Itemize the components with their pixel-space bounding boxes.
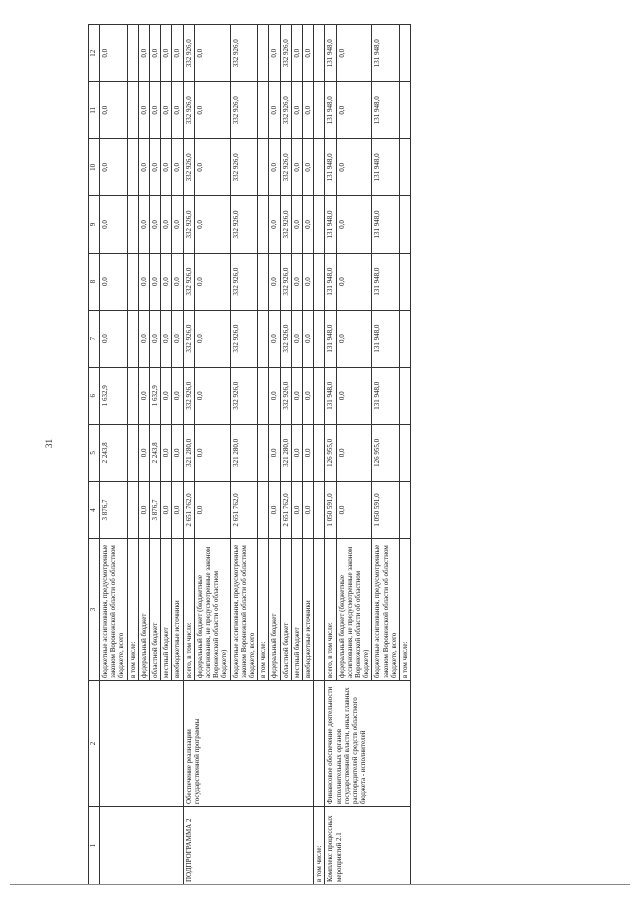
value-cell: 332 926,0 [280, 367, 291, 424]
value-cell: 0,0 [194, 139, 230, 196]
value-cell: 332 926,0 [280, 139, 291, 196]
source-cell: в том числе: [258, 539, 269, 681]
value-cell: 0,0 [336, 196, 372, 253]
value-cell: 131 948,0 [372, 367, 400, 424]
value-cell: 1 050 591,0 [372, 481, 400, 538]
source-cell: в том числе: [400, 539, 411, 681]
header-row [89, 25, 100, 885]
value-cell [258, 367, 269, 424]
value-cell: 332 926,0 [230, 253, 258, 310]
description-cell: Финансовое обеспечение деятельности исполнительных органов государственной власти, иных главных распорядителей средств областного бюджета - исполнителей [325, 681, 411, 807]
rotated-table-container [88, 25, 628, 885]
value-cell: 0,0 [138, 424, 149, 481]
value-cell [314, 253, 325, 310]
value-cell [258, 25, 269, 82]
value-cell: 0,0 [269, 25, 280, 82]
value-cell: 0,0 [194, 25, 230, 82]
source-cell: федеральный бюджет (бюджетные ассигнования, не предусмотренные законом Воронежской области об областном бюджете) [194, 539, 230, 681]
value-cell [258, 481, 269, 538]
value-cell: 0,0 [172, 310, 183, 367]
value-cell: 2 651 762,0 [230, 481, 258, 538]
source-cell: всего, в том числе: [325, 539, 336, 681]
value-cell: 332 926,0 [230, 310, 258, 367]
value-cell [127, 367, 138, 424]
value-cell: 0,0 [172, 139, 183, 196]
value-cell [127, 196, 138, 253]
value-cell: 131 948,0 [372, 25, 400, 82]
value-cell: 0,0 [150, 310, 161, 367]
source-cell [314, 539, 325, 681]
value-cell: 321 280,0 [183, 424, 194, 481]
value-cell: 0,0 [336, 253, 372, 310]
source-cell: внебюджетные источники [172, 539, 183, 681]
value-cell: 332 926,0 [230, 196, 258, 253]
description-cell [100, 681, 184, 807]
description-cell [314, 681, 325, 807]
source-cell: областной бюджет [150, 539, 161, 681]
value-cell: 332 926,0 [183, 253, 194, 310]
source-cell: областной бюджет [280, 539, 291, 681]
value-cell: 0,0 [303, 481, 314, 538]
value-cell: 126 955,0 [325, 424, 336, 481]
table-row [100, 25, 128, 885]
value-cell: 332 926,0 [183, 82, 194, 139]
value-cell: 0,0 [100, 25, 128, 82]
table-row [183, 25, 194, 885]
value-cell: 3 876,7 [150, 481, 161, 538]
value-cell: 0,0 [303, 82, 314, 139]
column-header: 10 [89, 139, 100, 196]
value-cell: 0,0 [303, 367, 314, 424]
value-cell: 0,0 [161, 424, 172, 481]
value-cell [314, 367, 325, 424]
value-cell: 0,0 [291, 310, 302, 367]
value-cell: 0,0 [172, 367, 183, 424]
value-cell: 126 955,0 [372, 424, 400, 481]
value-cell: 0,0 [269, 367, 280, 424]
value-cell: 0,0 [291, 367, 302, 424]
value-cell: 0,0 [138, 481, 149, 538]
value-cell: 0,0 [194, 82, 230, 139]
value-cell: 131 948,0 [325, 310, 336, 367]
value-cell: 0,0 [269, 139, 280, 196]
column-header: 1 [89, 807, 100, 885]
source-cell: бюджетные ассигнования, предусмотренные законом Воронежской области об областном бюджете, всего [100, 539, 128, 681]
value-cell [400, 424, 411, 481]
budget-table [88, 24, 411, 885]
value-cell [314, 25, 325, 82]
value-cell: 3 876,7 [100, 481, 128, 538]
value-cell [258, 196, 269, 253]
value-cell: 0,0 [138, 310, 149, 367]
value-cell: 0,0 [291, 139, 302, 196]
value-cell [127, 139, 138, 196]
value-cell [258, 82, 269, 139]
value-cell: 321 280,0 [280, 424, 291, 481]
value-cell [127, 25, 138, 82]
value-cell: 0,0 [138, 253, 149, 310]
column-header: 4 [89, 481, 100, 538]
value-cell [314, 424, 325, 481]
column-header: 7 [89, 310, 100, 367]
value-cell: 0,0 [172, 196, 183, 253]
value-cell: 0,0 [172, 25, 183, 82]
value-cell: 0,0 [161, 25, 172, 82]
value-cell [400, 196, 411, 253]
value-cell: 0,0 [194, 367, 230, 424]
value-cell: 0,0 [150, 82, 161, 139]
value-cell: 0,0 [303, 25, 314, 82]
value-cell: 332 926,0 [230, 25, 258, 82]
value-cell: 131 948,0 [325, 367, 336, 424]
value-cell: 0,0 [336, 424, 372, 481]
value-cell: 2 651 762,0 [183, 481, 194, 538]
value-cell: 0,0 [269, 481, 280, 538]
value-cell: 0,0 [269, 424, 280, 481]
value-cell: 0,0 [303, 253, 314, 310]
value-cell: 0,0 [150, 253, 161, 310]
value-cell: 0,0 [161, 310, 172, 367]
value-cell: 0,0 [138, 367, 149, 424]
value-cell: 0,0 [172, 82, 183, 139]
value-cell: 321 280,0 [230, 424, 258, 481]
value-cell: 0,0 [150, 25, 161, 82]
value-cell: 131 948,0 [325, 196, 336, 253]
value-cell: 2 651 762,0 [280, 481, 291, 538]
source-cell: внебюджетные источники [303, 539, 314, 681]
value-cell: 332 926,0 [230, 139, 258, 196]
value-cell: 0,0 [100, 139, 128, 196]
value-cell: 1 050 591,0 [325, 481, 336, 538]
source-cell: всего, в том числе: [183, 539, 194, 681]
table-row [314, 25, 325, 885]
value-cell [258, 310, 269, 367]
value-cell: 2 243,8 [150, 424, 161, 481]
value-cell: 0,0 [291, 196, 302, 253]
value-cell: 0,0 [303, 139, 314, 196]
page-number: 31 [44, 439, 54, 448]
value-cell: 332 926,0 [280, 196, 291, 253]
value-cell: 0,0 [138, 139, 149, 196]
column-header: 11 [89, 82, 100, 139]
value-cell [258, 139, 269, 196]
value-cell: 131 948,0 [325, 25, 336, 82]
program-cell [100, 807, 184, 885]
value-cell [400, 481, 411, 538]
value-cell: 332 926,0 [183, 310, 194, 367]
value-cell: 0,0 [172, 253, 183, 310]
column-header: 5 [89, 424, 100, 481]
value-cell: 332 926,0 [280, 25, 291, 82]
value-cell: 0,0 [161, 139, 172, 196]
value-cell: 131 948,0 [372, 82, 400, 139]
value-cell [314, 310, 325, 367]
value-cell [314, 481, 325, 538]
column-header: 2 [89, 681, 100, 807]
value-cell: 131 948,0 [372, 253, 400, 310]
value-cell: 1 632,9 [150, 367, 161, 424]
value-cell: 1 632,9 [100, 367, 128, 424]
value-cell: 131 948,0 [325, 253, 336, 310]
value-cell: 0,0 [303, 196, 314, 253]
value-cell: 0,0 [172, 424, 183, 481]
value-cell [400, 253, 411, 310]
value-cell: 131 948,0 [372, 196, 400, 253]
value-cell: 332 926,0 [183, 367, 194, 424]
source-cell: в том числе: [127, 539, 138, 681]
source-cell: бюджетные ассигнования, предусмотренные законом Воронежской области об областном бюджете, всего [230, 539, 258, 681]
value-cell: 0,0 [194, 424, 230, 481]
value-cell [258, 253, 269, 310]
description-cell: Обеспечение реализации государственной программы [183, 681, 314, 807]
value-cell [314, 139, 325, 196]
value-cell: 0,0 [100, 82, 128, 139]
value-cell: 0,0 [194, 310, 230, 367]
value-cell: 0,0 [161, 481, 172, 538]
value-cell: 332 926,0 [280, 82, 291, 139]
value-cell: 332 926,0 [230, 82, 258, 139]
value-cell: 0,0 [336, 139, 372, 196]
value-cell: 332 926,0 [230, 367, 258, 424]
value-cell: 0,0 [172, 481, 183, 538]
value-cell: 0,0 [291, 253, 302, 310]
value-cell: 2 243,8 [100, 424, 128, 481]
value-cell [314, 82, 325, 139]
source-cell: федеральный бюджет [269, 539, 280, 681]
value-cell: 0,0 [336, 25, 372, 82]
value-cell [127, 310, 138, 367]
value-cell: 0,0 [336, 481, 372, 538]
value-cell: 0,0 [138, 82, 149, 139]
value-cell: 0,0 [150, 139, 161, 196]
value-cell: 0,0 [194, 253, 230, 310]
source-cell: федеральный бюджет (бюджетные ассигнования, не предусмотренные законом Воронежской области об областном бюджете) [336, 539, 372, 681]
value-cell [127, 424, 138, 481]
column-header: 8 [89, 253, 100, 310]
value-cell: 0,0 [100, 196, 128, 253]
value-cell: 0,0 [161, 367, 172, 424]
value-cell: 0,0 [161, 82, 172, 139]
value-cell: 0,0 [269, 310, 280, 367]
value-cell: 131 948,0 [325, 139, 336, 196]
table-row [325, 25, 336, 885]
value-cell: 131 948,0 [372, 310, 400, 367]
value-cell: 0,0 [303, 424, 314, 481]
value-cell: 0,0 [194, 196, 230, 253]
value-cell: 0,0 [100, 310, 128, 367]
value-cell [400, 310, 411, 367]
value-cell [127, 481, 138, 538]
value-cell: 0,0 [291, 424, 302, 481]
value-cell [400, 367, 411, 424]
value-cell [314, 196, 325, 253]
column-header: 12 [89, 25, 100, 82]
value-cell: 0,0 [336, 367, 372, 424]
value-cell: 0,0 [291, 25, 302, 82]
column-header: 6 [89, 367, 100, 424]
value-cell: 0,0 [161, 196, 172, 253]
value-cell [127, 253, 138, 310]
source-cell: федеральный бюджет [138, 539, 149, 681]
value-cell [400, 25, 411, 82]
bottom-rule [10, 884, 630, 885]
value-cell: 0,0 [336, 310, 372, 367]
program-cell: Комплекс процессных мероприятий 2.1 [325, 807, 411, 885]
value-cell [258, 424, 269, 481]
program-cell: в том числе: [314, 807, 325, 885]
value-cell: 0,0 [138, 25, 149, 82]
value-cell: 332 926,0 [183, 196, 194, 253]
value-cell: 0,0 [150, 196, 161, 253]
value-cell: 0,0 [291, 82, 302, 139]
value-cell: 332 926,0 [280, 310, 291, 367]
value-cell: 0,0 [100, 253, 128, 310]
source-cell: бюджетные ассигнования, предусмотренные законом Воронежской области об областном бюджете, всего [372, 539, 400, 681]
column-header: 9 [89, 196, 100, 253]
value-cell [127, 82, 138, 139]
table-body [100, 25, 411, 885]
value-cell: 131 948,0 [372, 139, 400, 196]
value-cell: 0,0 [303, 310, 314, 367]
source-cell: местный бюджет [291, 539, 302, 681]
value-cell: 332 926,0 [183, 25, 194, 82]
program-cell: ПОДПРОГРАММА 2 [183, 807, 314, 885]
value-cell: 0,0 [138, 196, 149, 253]
value-cell: 0,0 [336, 82, 372, 139]
column-header: 3 [89, 539, 100, 681]
value-cell [400, 82, 411, 139]
value-cell: 0,0 [269, 253, 280, 310]
value-cell: 131 948,0 [325, 82, 336, 139]
value-cell: 0,0 [291, 481, 302, 538]
value-cell: 0,0 [161, 253, 172, 310]
value-cell: 0,0 [194, 481, 230, 538]
value-cell: 332 926,0 [280, 253, 291, 310]
value-cell: 0,0 [269, 82, 280, 139]
value-cell: 0,0 [269, 196, 280, 253]
value-cell [400, 139, 411, 196]
source-cell: местный бюджет [161, 539, 172, 681]
value-cell: 332 926,0 [183, 139, 194, 196]
